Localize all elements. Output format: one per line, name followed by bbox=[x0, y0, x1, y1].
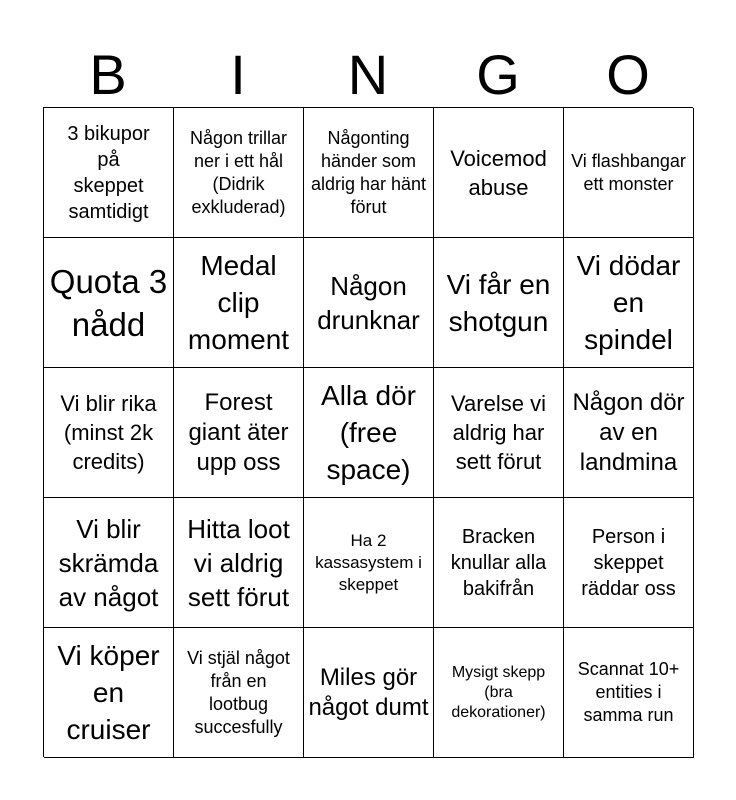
bingo-cell-text: Vi dödar en spindel bbox=[576, 250, 681, 355]
bingo-cell[interactable] bbox=[564, 628, 694, 758]
bingo-cell[interactable] bbox=[44, 628, 174, 758]
bingo-cell[interactable] bbox=[174, 368, 304, 498]
bingo-cell-text: Bracken knullar alla bakifrån bbox=[450, 525, 547, 600]
bingo-cell[interactable] bbox=[304, 368, 434, 498]
bingo-header bbox=[43, 42, 693, 108]
bingo-cell-text: Forest giant äter upp oss bbox=[188, 388, 289, 476]
bingo-cell-text: Vi flashbangar ett monster bbox=[571, 150, 686, 194]
bingo-cell-text: Varelse vi aldrig har sett förut bbox=[451, 391, 546, 474]
bingo-cell[interactable] bbox=[174, 108, 304, 238]
bingo-cell[interactable] bbox=[174, 498, 304, 628]
bingo-cell[interactable] bbox=[434, 628, 564, 758]
header-letter-o: O bbox=[606, 43, 650, 106]
bingo-cell[interactable] bbox=[304, 628, 434, 758]
bingo-cell-text: Vi får en shotgun bbox=[446, 268, 551, 337]
bingo-cell[interactable] bbox=[434, 238, 564, 368]
bingo-cell-text: Någon dör av en landmina bbox=[572, 388, 685, 476]
bingo-cell-text: Vi blir rika (minst 2k credits) bbox=[60, 391, 157, 474]
bingo-cell[interactable] bbox=[434, 108, 564, 238]
bingo-cell-text: Någon trillar ner i ett hål (Didrik exkluderad) bbox=[189, 127, 288, 217]
bingo-cell[interactable] bbox=[434, 498, 564, 628]
header-letter-g: G bbox=[476, 43, 520, 106]
bingo-cell-text: 3 bikupor på skeppet samtidigt bbox=[67, 122, 150, 223]
bingo-cell-text: Miles gör något dumt bbox=[308, 663, 429, 721]
bingo-cell[interactable] bbox=[304, 498, 434, 628]
bingo-cell-text: Quota 3 nådd bbox=[49, 262, 168, 343]
bingo-cell-text: Vi blir skrämda av något bbox=[58, 513, 159, 612]
bingo-cell[interactable] bbox=[44, 498, 174, 628]
header-letter-b: B bbox=[89, 43, 127, 106]
bingo-cell-text: Ha 2 kassasystem i skeppet bbox=[315, 530, 422, 594]
bingo-cell-text: Medal clip moment bbox=[187, 250, 290, 355]
bingo-cell[interactable] bbox=[434, 368, 564, 498]
bingo-cell-text: Scannat 10+ entities i samma run bbox=[577, 659, 680, 725]
bingo-cell[interactable] bbox=[304, 238, 434, 368]
bingo-cell[interactable] bbox=[174, 238, 304, 368]
bingo-cell[interactable] bbox=[564, 368, 694, 498]
bingo-cell[interactable] bbox=[564, 108, 694, 238]
header-letter-i: I bbox=[230, 43, 246, 106]
bingo-cell-text: Person i skeppet räddar oss bbox=[581, 525, 676, 600]
bingo-cell-text: Någon drunknar bbox=[317, 270, 420, 335]
bingo-cell-text: Vi köper en cruiser bbox=[57, 640, 160, 745]
bingo-cell[interactable] bbox=[304, 108, 434, 238]
bingo-cell[interactable] bbox=[44, 238, 174, 368]
bingo-cell-text: Hitta loot vi aldrig sett förut bbox=[187, 513, 290, 612]
bingo-cell[interactable] bbox=[564, 498, 694, 628]
bingo-cell-text: Voicemod abuse bbox=[450, 145, 547, 200]
header-letter-n: N bbox=[347, 43, 389, 106]
bingo-cell-text: Någonting händer som aldrig har hänt förut bbox=[310, 127, 427, 217]
bingo-cell-text: Mysigt skepp (bra dekorationer) bbox=[451, 663, 546, 721]
bingo-cell-text: Alla dör (free space) bbox=[321, 380, 416, 485]
bingo-card-grid bbox=[43, 107, 693, 757]
bingo-cell[interactable] bbox=[44, 368, 174, 498]
bingo-cell-text: Vi stjäl något från en lootbug succesfully bbox=[187, 647, 290, 737]
bingo-cell[interactable] bbox=[564, 238, 694, 368]
bingo-cell[interactable] bbox=[174, 628, 304, 758]
bingo-cell[interactable] bbox=[44, 108, 174, 238]
